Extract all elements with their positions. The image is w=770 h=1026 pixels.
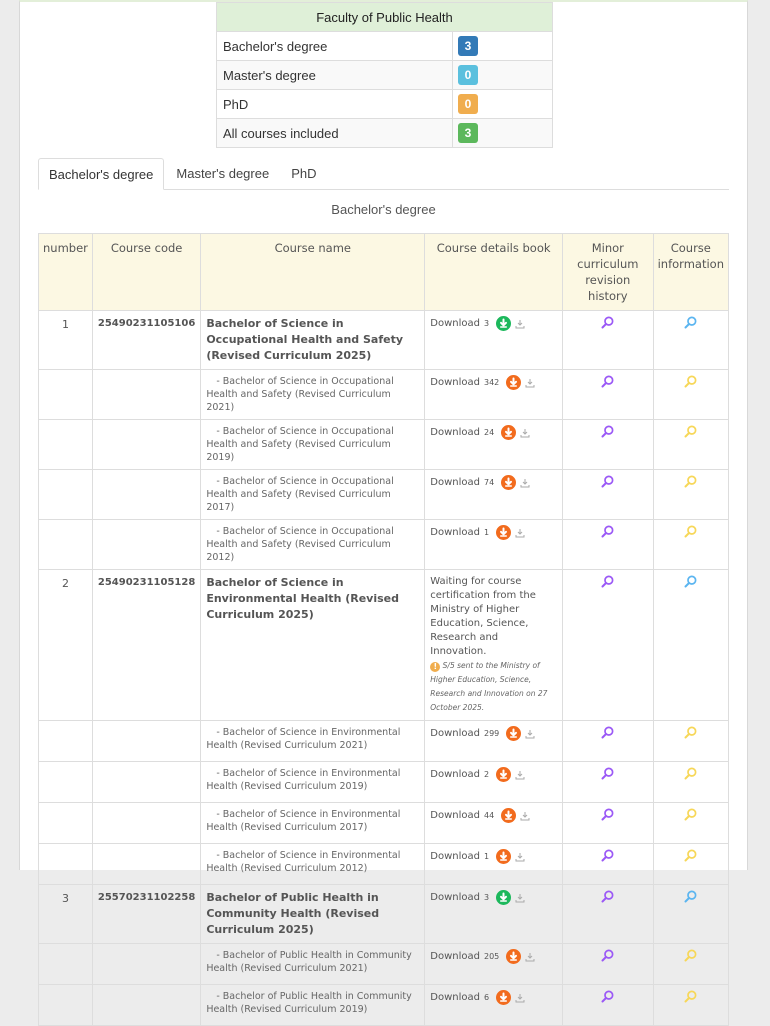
header-course-code: Course code: [92, 234, 200, 311]
history-cell: [563, 570, 654, 721]
course-code: [92, 762, 200, 803]
header-course-details-book: Course details book: [425, 234, 563, 311]
course-revision-row: [39, 803, 729, 844]
summary-row: [217, 61, 553, 90]
summary-row: [217, 32, 553, 61]
history-cell: [563, 803, 654, 844]
course-code: [92, 844, 200, 885]
course-name-cell: [201, 885, 425, 944]
download-count: 24: [484, 427, 495, 437]
row-number: [39, 721, 93, 762]
download-pdf-icon[interactable]: [506, 949, 521, 964]
course-code: [92, 420, 200, 470]
course-name-cell: [201, 844, 425, 885]
download-count: 6: [484, 992, 490, 1002]
revision-history-search-icon[interactable]: [601, 525, 614, 542]
course-info-search-icon[interactable]: [684, 808, 697, 825]
tab-bachelor-s-degree[interactable]: Bachelor's degree: [38, 158, 164, 190]
course-revision-name: - Bachelor of Science in Occupational Health and Safety (Revised Curriculum 2019): [206, 426, 394, 463]
row-number: 1: [39, 311, 93, 370]
course-code: 25570231102258: [92, 885, 200, 944]
download-link[interactable]: Download: [430, 891, 480, 903]
course-name: Bachelor of Science in Environmental Health (Revised Curriculum 2025): [206, 576, 400, 621]
course-revision-name: - Bachelor of Science in Environmental Health (Revised Curriculum 2017): [206, 809, 401, 833]
download-file-icon[interactable]: [525, 378, 535, 388]
download-count: 2: [484, 769, 490, 779]
row-number: 2: [39, 570, 93, 721]
download-file-icon[interactable]: [515, 319, 525, 329]
download-pdf-icon[interactable]: [496, 890, 511, 905]
course-revision-name: - Bachelor of Science in Occupational Health and Safety (Revised Curriculum 2012): [206, 526, 394, 563]
history-cell: [563, 520, 654, 570]
revision-history-search-icon[interactable]: [601, 890, 614, 907]
course-info-search-icon[interactable]: [684, 375, 697, 392]
course-row: [39, 311, 729, 370]
download-file-icon[interactable]: [520, 428, 530, 438]
course-revision-row: [39, 520, 729, 570]
revision-history-search-icon[interactable]: [601, 375, 614, 392]
info-cell: [653, 570, 728, 721]
course-info-search-icon[interactable]: [684, 990, 697, 1007]
download-count: 1: [484, 527, 490, 537]
download-pdf-icon[interactable]: [496, 767, 511, 782]
history-cell: [563, 370, 654, 420]
course-revision-row: [39, 985, 729, 1026]
course-name-cell: [201, 762, 425, 803]
course-revision-name: - Bachelor of Public Health in Community Health (Revised Curriculum 2019): [206, 991, 412, 1015]
download-file-icon[interactable]: [525, 729, 535, 739]
course-revision-name: - Bachelor of Science in Occupational Health and Safety (Revised Curriculum 2017): [206, 476, 394, 513]
course-row: [39, 885, 729, 944]
download-link[interactable]: Download: [430, 526, 480, 538]
section-title: Bachelor's degree: [331, 202, 436, 217]
row-number: [39, 762, 93, 803]
course-code: [92, 520, 200, 570]
download-file-icon[interactable]: [515, 993, 525, 1003]
course-name-cell: [201, 721, 425, 762]
header-course-name: Course name: [201, 234, 425, 311]
row-number: [39, 370, 93, 420]
info-cell: [653, 311, 728, 370]
course-revision-row: [39, 844, 729, 885]
course-book-cell: [425, 721, 563, 762]
course-info-search-icon[interactable]: [684, 575, 697, 592]
course-book-cell: [425, 985, 563, 1026]
course-book-cell: [425, 470, 563, 520]
info-cell: [653, 885, 728, 944]
row-number: [39, 844, 93, 885]
course-name-cell: [201, 520, 425, 570]
course-code: [92, 470, 200, 520]
download-link[interactable]: Download: [430, 317, 480, 329]
download-file-icon[interactable]: [515, 528, 525, 538]
download-link[interactable]: Download: [430, 727, 480, 739]
download-count: 299: [484, 728, 500, 738]
download-count: 3: [484, 892, 490, 902]
row-number: [39, 985, 93, 1026]
course-book-cell: [425, 311, 563, 370]
course-revision-row: [39, 370, 729, 420]
page-container: [19, 0, 748, 1015]
course-info-search-icon[interactable]: [684, 525, 697, 542]
course-revision-row: [39, 420, 729, 470]
summary-label: All courses included: [217, 119, 453, 148]
count-badge: 0: [458, 65, 478, 85]
course-revision-row: [39, 721, 729, 762]
course-name-cell: [201, 570, 425, 721]
history-cell: [563, 944, 654, 985]
download-count: 74: [484, 477, 495, 487]
course-name-cell: [201, 985, 425, 1026]
info-cell: [653, 985, 728, 1026]
course-book-cell: [425, 420, 563, 470]
revision-history-search-icon[interactable]: [601, 849, 614, 866]
table-header-row: [39, 234, 729, 311]
row-number: [39, 803, 93, 844]
download-count: 205: [484, 951, 500, 961]
tab-phd[interactable]: PhD: [291, 166, 317, 181]
download-link[interactable]: Download: [430, 476, 480, 488]
row-number: [39, 520, 93, 570]
count-badge: 0: [458, 94, 478, 114]
course-book-cell: [425, 370, 563, 420]
info-cell: [653, 803, 728, 844]
course-info-search-icon[interactable]: [684, 949, 697, 966]
info-cell: [653, 944, 728, 985]
course-code: [92, 944, 200, 985]
download-pdf-icon[interactable]: [496, 990, 511, 1005]
revision-history-search-icon[interactable]: [601, 575, 614, 592]
history-cell: [563, 721, 654, 762]
download-file-icon[interactable]: [515, 770, 525, 780]
history-cell: [563, 420, 654, 470]
course-name-cell: [201, 803, 425, 844]
course-code: [92, 370, 200, 420]
course-code: 25490231105106: [92, 311, 200, 370]
course-book-cell: [425, 844, 563, 885]
summary-label: PhD: [217, 90, 453, 119]
row-number: [39, 944, 93, 985]
revision-history-search-icon[interactable]: [601, 726, 614, 743]
info-cell: [653, 470, 728, 520]
course-revision-row: [39, 470, 729, 520]
header-course-information: Course information: [653, 234, 728, 311]
download-count: 342: [484, 377, 500, 387]
faculty-title: Faculty of Public Health: [217, 3, 553, 32]
download-pdf-icon[interactable]: [501, 425, 516, 440]
summary-count-cell: [453, 90, 553, 119]
revision-history-search-icon[interactable]: [601, 425, 614, 442]
history-cell: [563, 844, 654, 885]
course-info-search-icon[interactable]: [684, 767, 697, 784]
info-cell: [653, 762, 728, 803]
courses-table: [38, 233, 729, 1026]
revision-history-search-icon[interactable]: [601, 990, 614, 1007]
download-link[interactable]: Download: [430, 850, 480, 862]
course-book-cell: [425, 803, 563, 844]
history-cell: [563, 762, 654, 803]
history-cell: [563, 311, 654, 370]
course-revision-name: - Bachelor of Science in Environmental Health (Revised Curriculum 2021): [206, 727, 401, 751]
summary-count-cell: [453, 32, 553, 61]
row-number: 3: [39, 885, 93, 944]
info-cell: [653, 370, 728, 420]
course-name-cell: [201, 944, 425, 985]
download-pdf-icon[interactable]: [496, 316, 511, 331]
count-badge: 3: [458, 36, 478, 56]
course-info-search-icon[interactable]: [684, 890, 697, 907]
download-link[interactable]: Download: [430, 768, 480, 780]
download-file-icon[interactable]: [520, 478, 530, 488]
download-pdf-icon[interactable]: [506, 726, 521, 741]
course-book-cell: [425, 944, 563, 985]
history-cell: [563, 885, 654, 944]
download-link[interactable]: Download: [430, 809, 480, 821]
history-cell: [563, 985, 654, 1026]
tab-master-s-degree[interactable]: Master's degree: [176, 166, 270, 181]
course-code: [92, 803, 200, 844]
course-code: [92, 985, 200, 1026]
course-revision-name: - Bachelor of Science in Environmental Health (Revised Curriculum 2019): [206, 768, 401, 792]
summary-label: Bachelor's degree: [217, 32, 453, 61]
course-name-cell: [201, 470, 425, 520]
course-name: Bachelor of Public Health in Community Health (Revised Curriculum 2025): [206, 891, 380, 936]
download-count: 3: [484, 318, 490, 328]
summary-count-cell: [453, 61, 553, 90]
download-pdf-icon[interactable]: [501, 808, 516, 823]
revision-history-search-icon[interactable]: [601, 949, 614, 966]
download-link[interactable]: Download: [430, 426, 480, 438]
revision-history-search-icon[interactable]: [601, 808, 614, 825]
info-cell: [653, 420, 728, 470]
summary-count-cell: [453, 119, 553, 148]
course-book-cell: [425, 520, 563, 570]
course-book-cell: [425, 885, 563, 944]
faculty-summary-table: [216, 2, 553, 148]
download-link[interactable]: Download: [430, 376, 480, 388]
download-count: 1: [484, 851, 490, 861]
revision-history-search-icon[interactable]: [601, 316, 614, 333]
info-cell: [653, 844, 728, 885]
warning-icon: !: [430, 662, 440, 672]
degree-tabs: [38, 158, 729, 190]
download-pdf-icon[interactable]: [496, 525, 511, 540]
header-revision-history: Minor curriculum revision history: [563, 234, 654, 311]
summary-label: Master's degree: [217, 61, 453, 90]
download-link[interactable]: Download: [430, 950, 480, 962]
download-file-icon[interactable]: [515, 893, 525, 903]
count-badge: 3: [458, 123, 478, 143]
course-info-search-icon[interactable]: [684, 726, 697, 743]
course-info-search-icon[interactable]: [684, 316, 697, 333]
history-cell: [563, 470, 654, 520]
course-info-search-icon[interactable]: [684, 849, 697, 866]
waiting-status: Waiting for course certification from the Ministry of Higher Education, Science, Research and Innovation.: [430, 576, 536, 657]
row-number: [39, 470, 93, 520]
download-pdf-icon[interactable]: [496, 849, 511, 864]
download-link[interactable]: Download: [430, 991, 480, 1003]
summary-row: [217, 90, 553, 119]
course-book-cell: [425, 570, 563, 721]
row-number: [39, 420, 93, 470]
course-revision-name: - Bachelor of Science in Occupational Health and Safety (Revised Curriculum 2021): [206, 376, 394, 413]
course-name-cell: [201, 370, 425, 420]
course-code: [92, 721, 200, 762]
course-info-search-icon[interactable]: [684, 425, 697, 442]
info-cell: [653, 721, 728, 762]
info-cell: [653, 520, 728, 570]
course-code: 25490231105128: [92, 570, 200, 721]
course-revision-row: [39, 762, 729, 803]
course-row: [39, 570, 729, 721]
course-name-cell: [201, 420, 425, 470]
course-name: Bachelor of Science in Occupational Health and Safety (Revised Curriculum 2025): [206, 317, 404, 362]
summary-row: [217, 119, 553, 148]
status-note: S/5 sent to the Ministry of Higher Education, Science, Research and Innovation on 27 October 2025.: [430, 661, 548, 712]
download-file-icon[interactable]: [515, 852, 525, 862]
download-pdf-icon[interactable]: [501, 475, 516, 490]
header-number: number: [39, 234, 93, 311]
course-revision-row: [39, 944, 729, 985]
course-book-cell: [425, 762, 563, 803]
download-pdf-icon[interactable]: [506, 375, 521, 390]
download-file-icon[interactable]: [520, 811, 530, 821]
download-file-icon[interactable]: [525, 952, 535, 962]
course-info-search-icon[interactable]: [684, 475, 697, 492]
course-revision-name: - Bachelor of Public Health in Community Health (Revised Curriculum 2021): [206, 950, 412, 974]
revision-history-search-icon[interactable]: [601, 767, 614, 784]
download-count: 44: [484, 810, 495, 820]
revision-history-search-icon[interactable]: [601, 475, 614, 492]
course-name-cell: [201, 311, 425, 370]
course-revision-name: - Bachelor of Science in Environmental Health (Revised Curriculum 2012): [206, 850, 401, 874]
